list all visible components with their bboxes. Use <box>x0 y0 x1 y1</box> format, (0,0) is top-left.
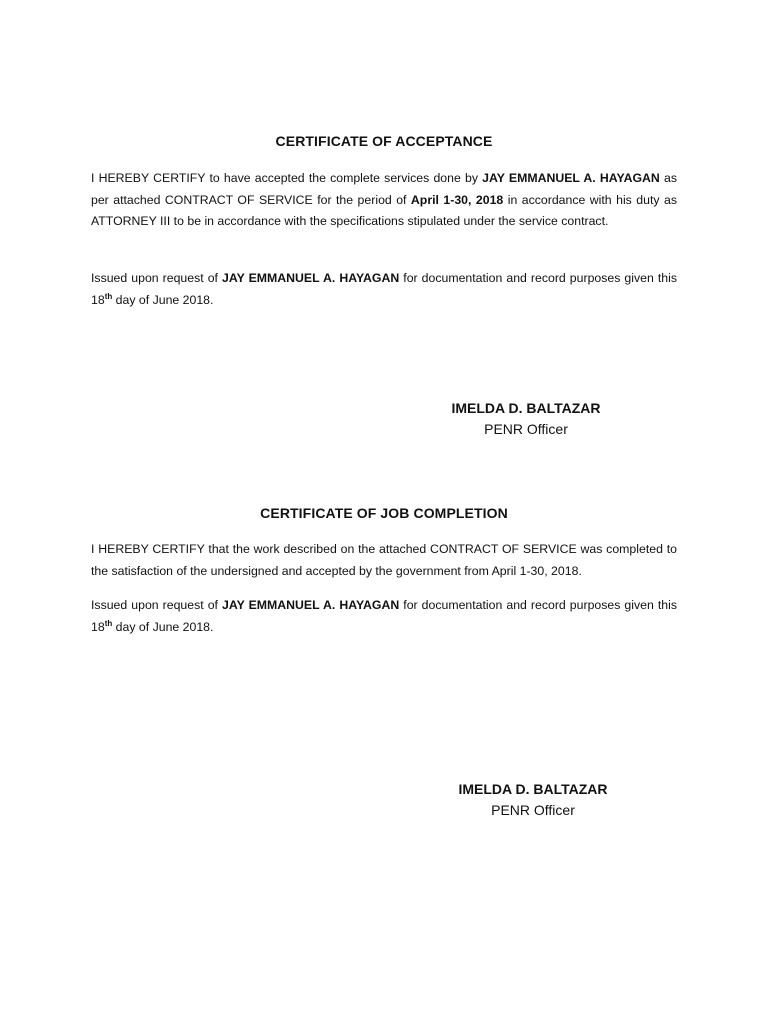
acceptance-p1-text-3: in accordance with his duty as ATTORNEY III to be in accordance with the specifications stipulated under the service contract. <box>91 192 677 229</box>
acceptance-signatory-position: PENR Officer <box>484 421 568 437</box>
acceptance-p1-period: April 1-30, 2018 <box>410 192 504 207</box>
acceptance-p2-ordinal: th <box>104 291 113 301</box>
acceptance-p2-text-1: Issued upon request of <box>91 271 222 285</box>
completion-p2-text-1: Issued upon request of <box>91 598 222 612</box>
acceptance-p1-contractor-name: JAY EMMANUEL A. HAYAGAN <box>482 171 660 185</box>
completion-paragraph-2 <box>91 595 677 638</box>
acceptance-p2-contractor-name: JAY EMMANUEL A. HAYAGAN <box>222 271 400 285</box>
acceptance-paragraph-1 <box>91 168 677 233</box>
completion-signatory-name: IMELDA D. BALTAZAR <box>458 781 608 797</box>
completion-paragraph-1: I HEREBY CERTIFY that the work described on the attached CONTRACT OF SERVICE was completed to the satisfaction of the undersigned and accepted by the government from April 1-30, 2018. <box>91 542 677 578</box>
completion-p2-text-3: day of June 2018. <box>112 619 214 634</box>
acceptance-p1-text-2: as per attached CONTRACT OF SERVICE for the period of <box>91 171 677 207</box>
acceptance-paragraph-2 <box>91 268 677 311</box>
acceptance-signatory-name: IMELDA D. BALTAZAR <box>451 400 601 416</box>
acceptance-p1-text-1: I HEREBY CERTIFY to have accepted the complete services done by <box>91 171 483 185</box>
acceptance-p2-text-2: for documentation and record purposes given this 18 <box>91 271 677 307</box>
completion-title: CERTIFICATE OF JOB COMPLETION <box>260 505 508 521</box>
acceptance-p2-text-3: day of June 2018. <box>112 292 214 307</box>
completion-signatory-position: PENR Officer <box>491 802 575 818</box>
completion-p2-text-2: for documentation and record purposes given this 18 <box>91 598 677 634</box>
completion-p2-contractor-name: JAY EMMANUEL A. HAYAGAN <box>222 598 400 612</box>
acceptance-title: CERTIFICATE OF ACCEPTANCE <box>275 133 493 149</box>
completion-p2-ordinal: th <box>104 618 113 628</box>
